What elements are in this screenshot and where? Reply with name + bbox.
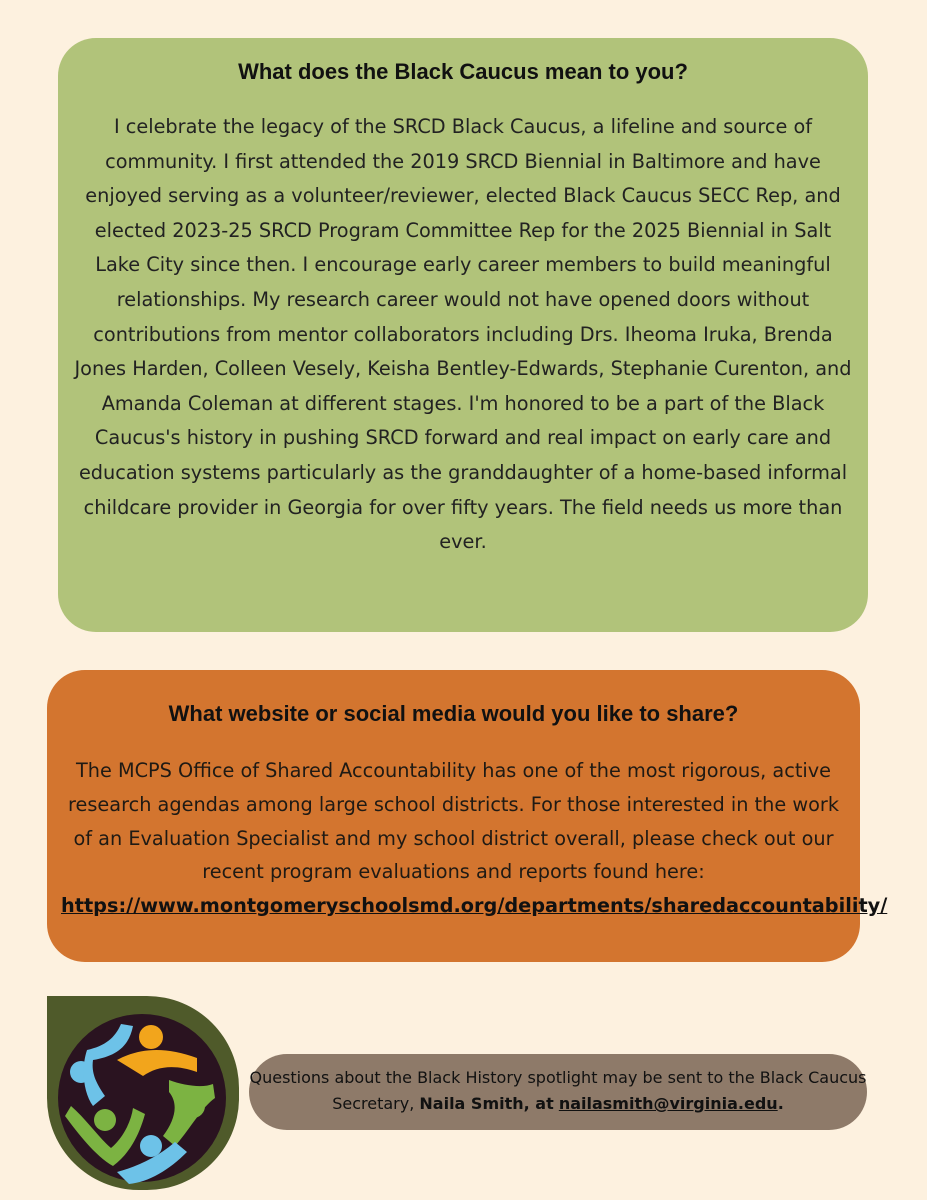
figure-head	[94, 1109, 116, 1131]
figure-head	[139, 1025, 163, 1049]
website-share-card	[47, 670, 888, 962]
section-two-body	[61, 754, 888, 923]
note-suffix: .	[777, 1094, 784, 1113]
secretary-email-link[interactable]: nailasmith@virginia.edu	[558, 1094, 778, 1113]
figure-head	[140, 1135, 162, 1157]
shared-accountability-link[interactable]: https://www.montgomeryschoolsmd.org/departments/sharedaccountability/	[61, 894, 888, 918]
section-two-heading: What website or social media would you like to share?	[168, 701, 739, 726]
secretary-name: Naila Smith, at	[419, 1094, 554, 1113]
section-one-heading: What does the Black Caucus mean to you?	[238, 59, 688, 84]
section-one-body: I celebrate the legacy of the SRCD Black Caucus, a lifeline and source of community. I first attended the 2019 SRCD Biennial in Baltimore and have enjoyed serving as a volunteer/reviewer, elected Black Caucus SECC Rep, and elected 2023-25 SRCD Program Committee Rep for the 2025 Biennial in Salt Lake City since then. I encourage early career members to build meaningful relationships. My research career would not have opened doors without contributions from mentor collaborators including Drs. Iheoma Iruka, Brenda Jones Harden, Colleen Vesely, Keisha Bentley-Edwards, Stephanie Curenton, and Amanda Coleman at different stages. I'm honored to be a part of the Black Caucus's history in pushing SRCD forward and real impact on early care and education systems particularly as the granddaughter of a home-based informal childcare provider in Georgia for over fifty years. The field needs us more than ever.	[74, 115, 852, 554]
contact-note	[249, 1054, 867, 1130]
note-prefix: Questions about the Black History spotlight may be sent to the Black Caucus Secretary,	[249, 1068, 867, 1113]
black-caucus-logo-icon	[47, 996, 239, 1190]
black-caucus-meaning-card	[58, 38, 868, 632]
black-caucus-logo	[47, 996, 239, 1190]
section-two-body-text: The MCPS Office of Shared Accountability has one of the most rigorous, active research agendas among large school districts. For those interested in the work of an Evaluation Specialist and my school district overall, please check out our recent program evaluations and reports found here:	[68, 759, 839, 884]
